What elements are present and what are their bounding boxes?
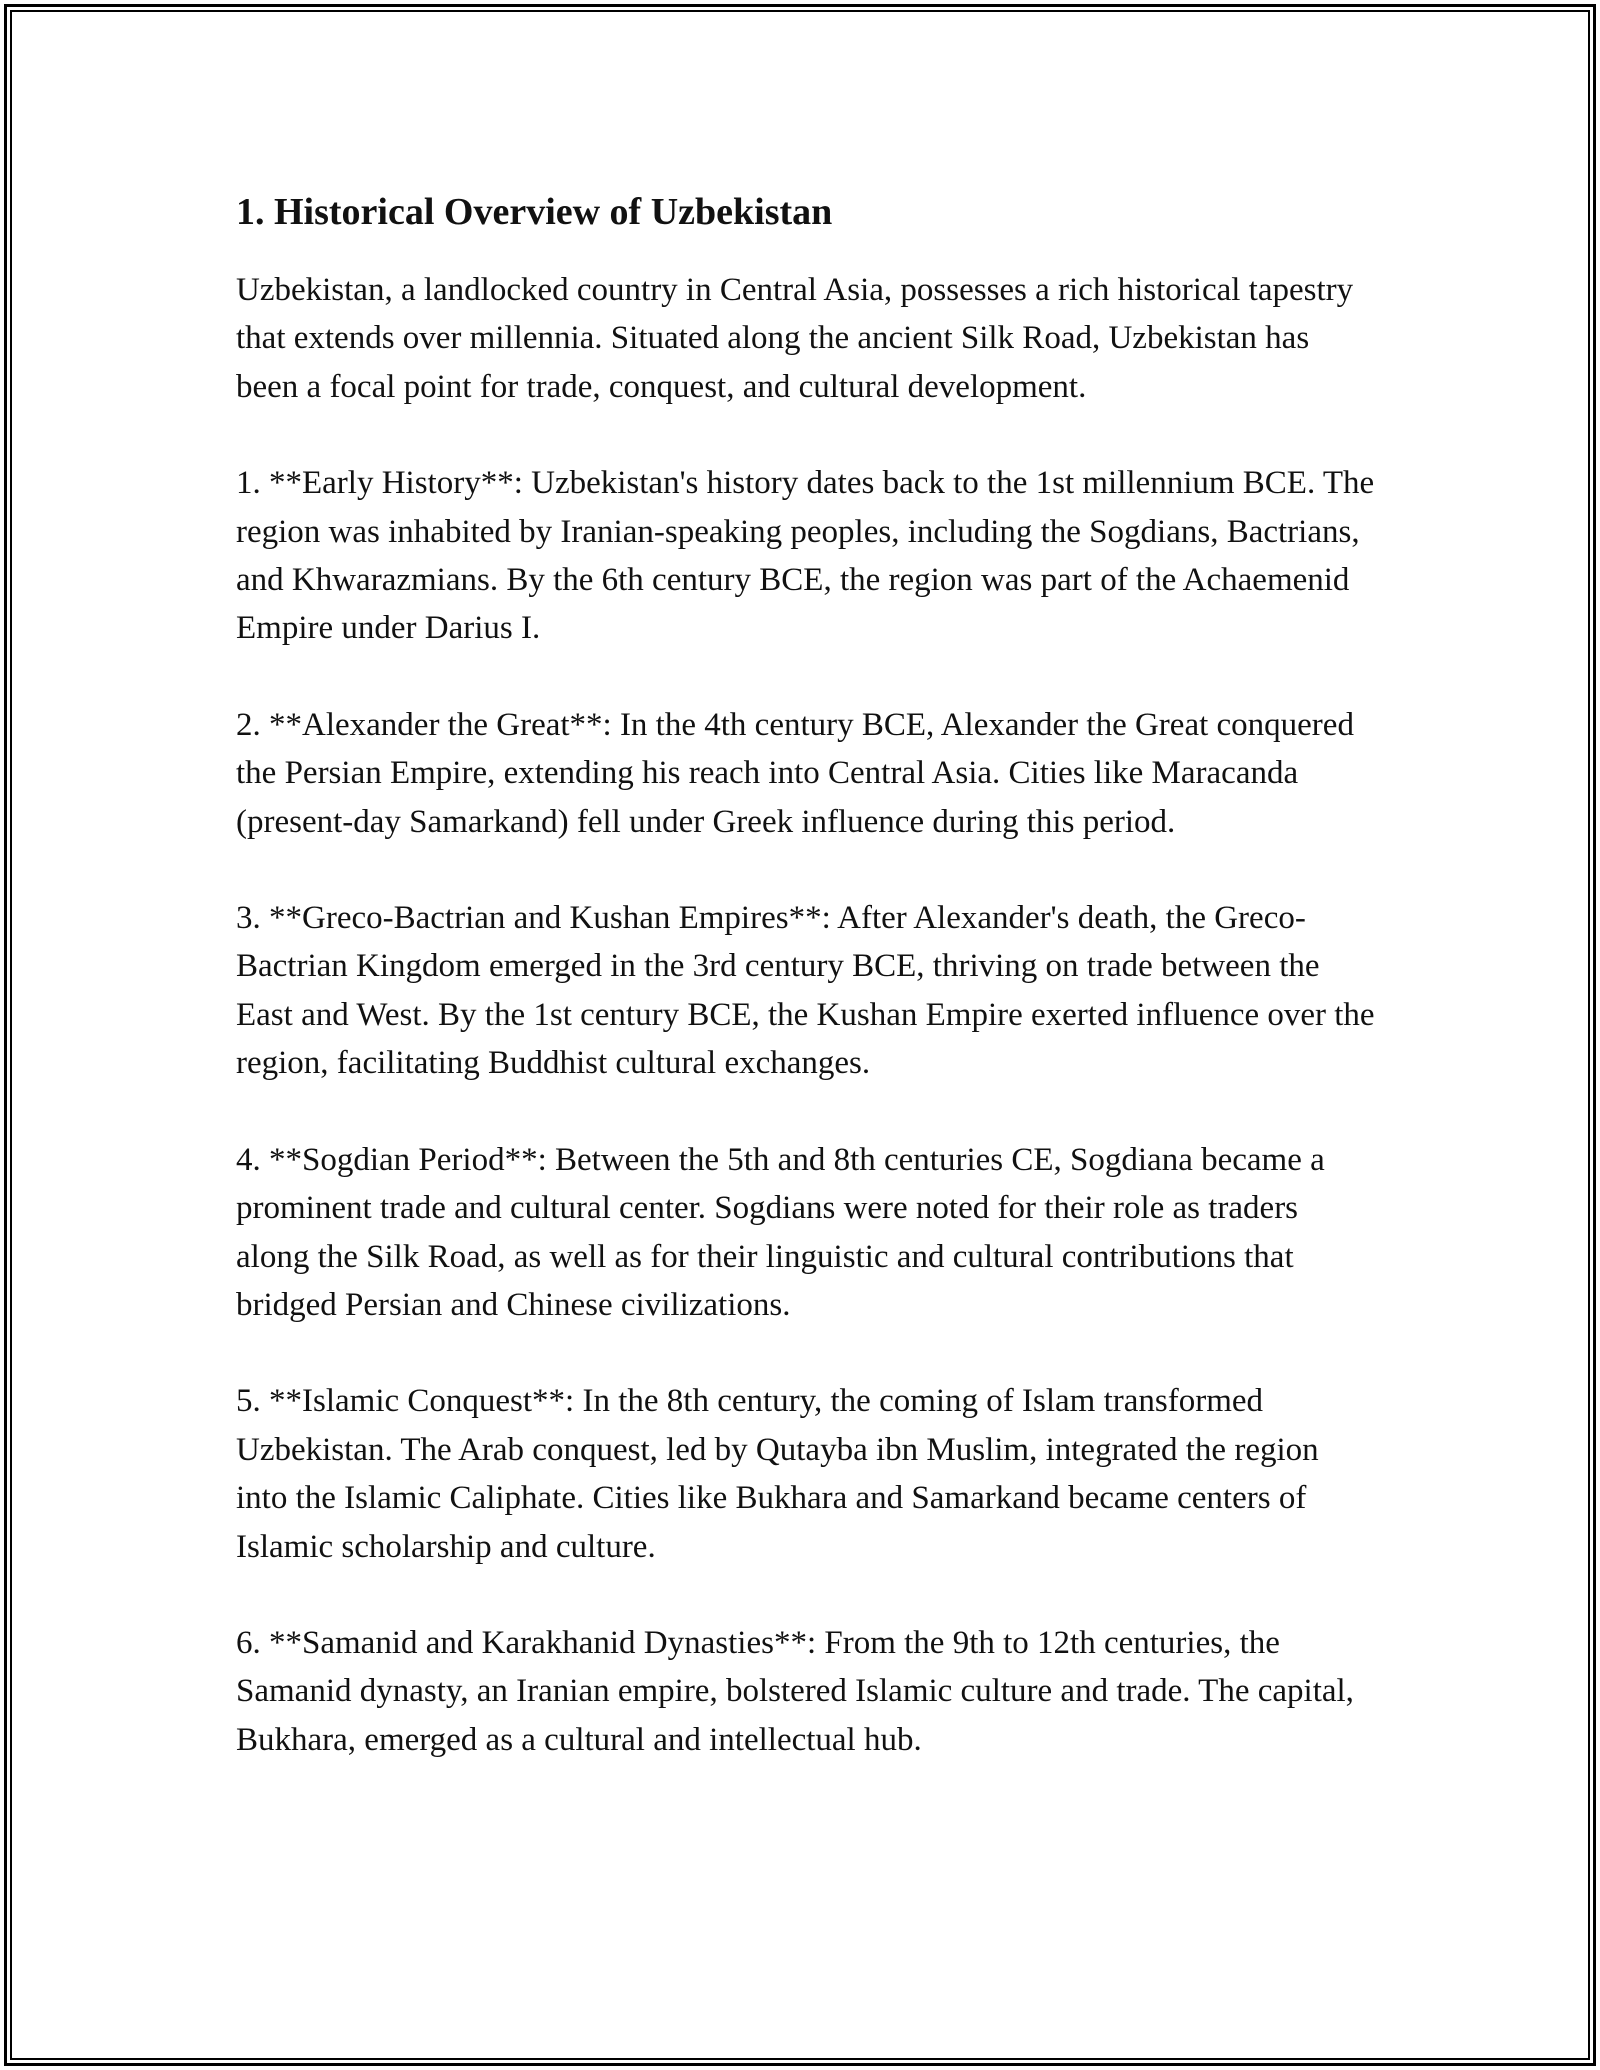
paragraph-sogdian-period: 4. **Sogdian Period**: Between the 5th and 8th centuries CE, Sogdiana became a prominent trade and cultural center. Sogdians were noted for their role as traders along the Silk Road, as well as for their linguistic and cultural contributions that bridged Persian and Chinese civilizations. bbox=[236, 1141, 1325, 1323]
intro-paragraph: Uzbekistan, a landlocked country in Central Asia, possesses a rich historical tapestry that extends over millennia. Situated along the ancient Silk Road, Uzbekistan has been a focal point for trade, conquest, and cultural development. bbox=[236, 272, 1354, 405]
paragraph-greco-bactrian-kushan: 3. **Greco-Bactrian and Kushan Empires**: After Alexander's death, the Greco-Bactrian Kingdom emerged in the 3rd century BCE, thriving on trade between the East and West. By the 1st century BCE, the Kushan Empire exerted influence over the region, facilitating Buddhist cultural exchanges. bbox=[236, 900, 1375, 1082]
paragraph-alexander-the-great: 2. **Alexander the Great**: In the 4th century BCE, Alexander the Great conquered the Persian Empire, extending his reach into Central Asia. Cities like Maracanda (present-day Samarkand) fell under Greek influence during this period. bbox=[236, 706, 1354, 840]
paragraph-early-history: 1. **Early History**: Uzbekistan's history dates back to the 1st millennium BCE. The region was inhabited by Iranian-speaking peoples, including the Sogdians, Bactrians, and Khwarazmians. By the 6th century BCE, the region was part of the Achaemenid Empire under Darius I. bbox=[236, 465, 1375, 647]
paragraph-islamic-conquest: 5. **Islamic Conquest**: In the 8th century, the coming of Islam transformed Uzbekistan. The Arab conquest, led by Qutayba ibn Muslim, integrated the region into the Islamic Caliphate. Cities like Bukhara and Samarkand became centers of Islamic scholarship and culture. bbox=[236, 1383, 1319, 1565]
section-title: 1. Historical Overview of Uzbekistan bbox=[236, 191, 833, 233]
document-body bbox=[236, 186, 1376, 1764]
paragraph-samanid-karakhanid: 6. **Samanid and Karakhanid Dynasties**: From the 9th to 12th centuries, the Samanid dynasty, an Iranian empire, bolstered Islamic culture and trade. The capital, Bukhara, emerged as a cultural and intellectual hub. bbox=[236, 1624, 1354, 1758]
